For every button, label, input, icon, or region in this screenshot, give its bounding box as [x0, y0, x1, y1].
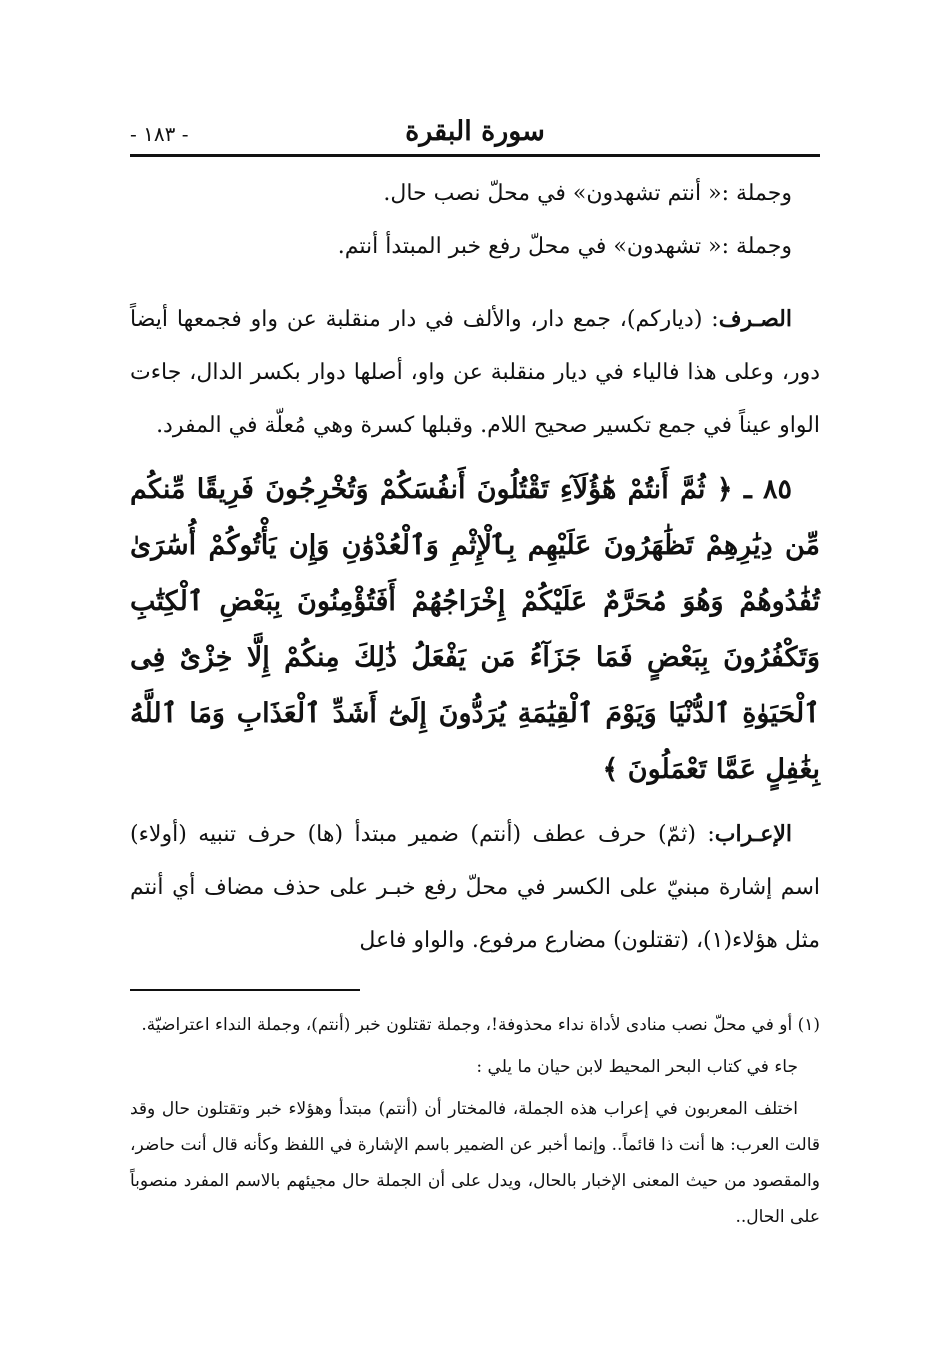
- footnote-citation: جاء في كتاب البحر المحيط لابن حيان ما يلي :: [476, 1057, 798, 1077]
- footnotes: [130, 1007, 820, 1235]
- quran-verse: [130, 462, 820, 798]
- verse-text: ﴿ ثُمَّ أَنتُمْ هَٰٓؤُلَآءِ تَقْتُلُونَ أَنفُسَكُمْ وَتُخْرِجُونَ فَرِيقًا مِّنكُم مِّن دِيَٰرِهِمْ تَظَٰهَرُونَ عَلَيْهِم بِٱلْإِثْمِ وَٱلْعُدْوَٰنِ وَإِن يَأْتُوكُمْ أُسَٰرَىٰ تُفَٰدُوهُمْ وَهُوَ مُحَرَّمٌ عَلَيْكُمْ إِخْرَاجُهُمْ أَفَتُؤْمِنُونَ بِبَعْضِ ٱلْكِتَٰبِ وَتَكْفُرُونَ بِبَعْضٍ فَمَا جَزَآءُ مَن يَفْعَلُ ذَٰلِكَ مِنكُمْ إِلَّا خِزْىٌ فِى ٱلْحَيَوٰةِ ٱلدُّنْيَا وَيَوْمَ ٱلْقِيَٰمَةِ يُرَدُّونَ إِلَىٰٓ أَشَدِّ ٱلْعَذَابِ وَمَا ٱللَّهُ بِغَٰفِلٍ عَمَّا تَعْمَلُونَ ﴾: [130, 474, 820, 785]
- page-number: - ١٨٣ -: [130, 122, 189, 146]
- irab-term: الإعـراب: [714, 821, 792, 847]
- footnote-1: (١) أو في محلّ نصب منادى لأداة نداء محذوفة!، وجملة تقتلون خبر (أنتم)، وجملة النداء اعتراضيّة.: [141, 1015, 820, 1035]
- irab-text: : (ثمّ) حرف عطف (أنتم) ضمير مبتدأ (ها) حرف تنبيه (أولاء) اسم إشارة مبنيّ على الكسر في محلّ رفع خبـر على حذف مضاف أي أنتم مثل هؤلاء(١)، (تقتلون) مضارع مرفوع. والواو فاعل: [130, 822, 820, 953]
- body-text: [130, 167, 820, 967]
- sarf-term: الصـرف: [718, 306, 792, 332]
- book-page: [130, 110, 820, 1290]
- intro-line: وجملة :« تشهدون» في محلّ رفع خبر المبتدأ أنتم.: [337, 234, 792, 259]
- intro-line: وجملة :« أنتم تشهدون» في محلّ نصب حال.: [383, 181, 792, 206]
- page-header: [130, 110, 820, 157]
- verse-number: ٨٥ ـ: [743, 474, 793, 505]
- sarf-text: : (ديارکم)، جمع دار، والألف في دار منقلبة عن واو فجمعها أيضاً دور، وعلى هذا فالياء في ديار منقلبة عن واو، أصلها دوار بكسر الدال، جاءت الواو عيناً في جمع تكسير صحيح اللام. وقبلها كسرة وهي مُعلّة في المفرد.: [130, 307, 820, 438]
- irab-paragraph: [130, 808, 820, 967]
- sarf-paragraph: [130, 293, 820, 452]
- surah-title: سورة البقرة: [405, 116, 545, 147]
- footnote-separator: [130, 989, 360, 991]
- footnote-quote: اختلف المعربون في إعراب هذه الجملة، فالمختار أن (أنتم) مبتدأ وهؤلاء خبر وتقتلون حال وقد قالت العرب: ها أنت ذا قائماً.. وإنما أخبر عن الضمير باسم الإشارة في اللفظ وكأنه قال أنت حاضر، والمقصود من حيث المعنى الإخبار بالحال، ويدل على أن الجملة حال مجيئهم بالاسم المفرد منصوباً على الحال..: [130, 1099, 820, 1227]
